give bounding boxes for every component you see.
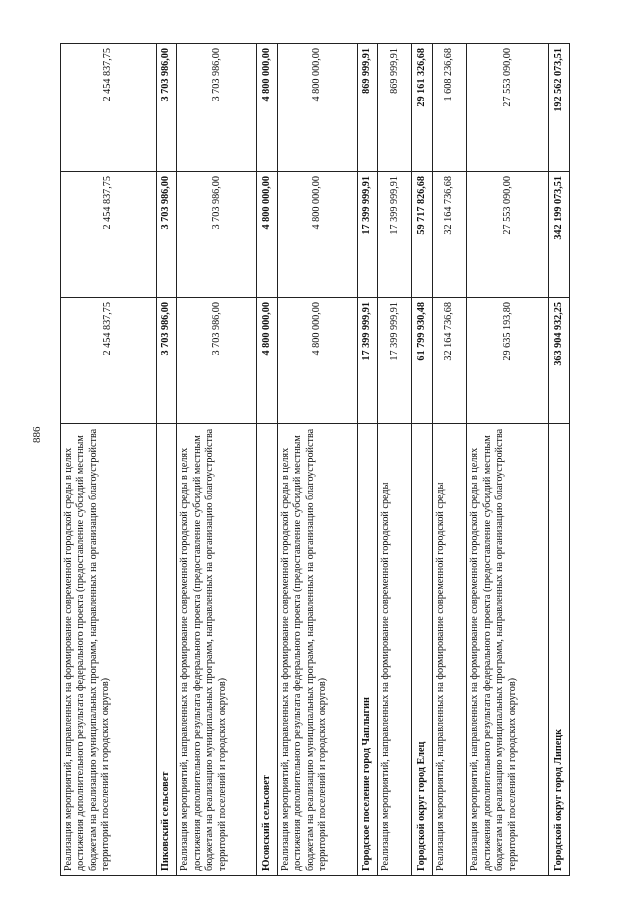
row-label: Реализация мероприятий, направленных на формирование современной городской среды в целях достижения дополнительного результата федерального проекта (предоставление субсидий местным бюджетам на реализацию муниципальных программ, направленных на организацию благоустройства территорий поселений и городских округов) — [177, 424, 257, 876]
row-value-2: 4 800 000,00 — [277, 172, 357, 298]
table-row — [378, 44, 412, 876]
table-row — [177, 44, 257, 876]
row-label: Реализация мероприятий, направленных на формирование современной городской среды в целях достижения дополнительного результата федерального проекта (предоставление субсидий местным бюджетам на реализацию муниципальных программ, направленных на организацию благоустройства территорий поселений и городских округов) — [467, 424, 549, 876]
row-value-3: 1 608 236,68 — [432, 44, 466, 172]
row-value-2: 27 553 090,00 — [467, 172, 549, 298]
row-value-2: 17 399 999,91 — [378, 172, 412, 298]
row-value-2: 3 703 986,00 — [177, 172, 257, 298]
row-value-3: 3 703 986,00 — [156, 44, 177, 172]
row-value-3: 869 999,91 — [378, 44, 412, 172]
table-row-group-header — [412, 44, 433, 876]
row-value-3: 29 161 326,68 — [412, 44, 433, 172]
row-value-3: 869 999,91 — [357, 44, 378, 172]
row-value-1: 17 399 999,91 — [357, 298, 378, 424]
row-value-1: 4 800 000,00 — [277, 298, 357, 424]
row-value-3: 4 800 000,00 — [277, 44, 357, 172]
row-label: Городское поселение город Чаплыгин — [357, 424, 378, 876]
rotated-table-container — [60, 44, 570, 876]
row-value-1: 61 799 930,48 — [412, 298, 433, 424]
row-value-1: 2 454 837,75 — [61, 298, 157, 424]
row-value-3: 2 454 837,75 — [61, 44, 157, 172]
table-row-group-header — [156, 44, 177, 876]
page-number: 886 — [31, 426, 43, 443]
row-label: Городской округ город Липецк — [549, 424, 570, 876]
budget-table-body — [61, 44, 570, 876]
table-row — [432, 44, 466, 876]
row-value-2: 17 399 999,91 — [357, 172, 378, 298]
row-value-2: 59 717 826,68 — [412, 172, 433, 298]
row-value-1: 4 800 000,00 — [257, 298, 278, 424]
row-value-1: 17 399 999,91 — [378, 298, 412, 424]
row-value-2: 3 703 986,00 — [156, 172, 177, 298]
row-value-2: 2 454 837,75 — [61, 172, 157, 298]
row-value-3: 3 703 986,00 — [177, 44, 257, 172]
row-value-1: 32 164 736,68 — [432, 298, 466, 424]
row-label: Пиковский сельсовет — [156, 424, 177, 876]
row-value-1: 363 904 932,25 — [549, 298, 570, 424]
row-value-2: 342 199 073,51 — [549, 172, 570, 298]
budget-table — [60, 43, 570, 876]
row-label: Реализация мероприятий, направленных на формирование современной городской среды — [378, 424, 412, 876]
row-label: Реализация мероприятий, направленных на формирование современной городской среды в целях достижения дополнительного результата федерального проекта (предоставление субсидий местным бюджетам на реализацию муниципальных программ, направленных на организацию благоустройства территорий поселений и городских округов) — [61, 424, 157, 876]
row-value-2: 32 164 736,68 — [432, 172, 466, 298]
row-value-2: 4 800 000,00 — [257, 172, 278, 298]
row-label: Реализация мероприятий, направленных на формирование современной городской среды в целях достижения дополнительного результата федерального проекта (предоставление субсидий местным бюджетам на реализацию муниципальных программ, направленных на организацию благоустройства территорий поселений и городских округов) — [277, 424, 357, 876]
table-row-group-header — [257, 44, 278, 876]
row-label: Реализация мероприятий, направленных на формирование современной городской среды — [432, 424, 466, 876]
row-value-1: 29 635 193,80 — [467, 298, 549, 424]
row-value-3: 4 800 000,00 — [257, 44, 278, 172]
row-value-3: 192 562 073,51 — [549, 44, 570, 172]
table-row-group-header — [549, 44, 570, 876]
row-value-1: 3 703 986,00 — [177, 298, 257, 424]
table-row — [467, 44, 549, 876]
row-value-1: 3 703 986,00 — [156, 298, 177, 424]
table-row — [277, 44, 357, 876]
row-label: Юсовский сельсовет — [257, 424, 278, 876]
row-label: Городской округ город Елец — [412, 424, 433, 876]
table-row-group-header — [357, 44, 378, 876]
row-value-3: 27 553 090,00 — [467, 44, 549, 172]
table-row — [61, 44, 157, 876]
